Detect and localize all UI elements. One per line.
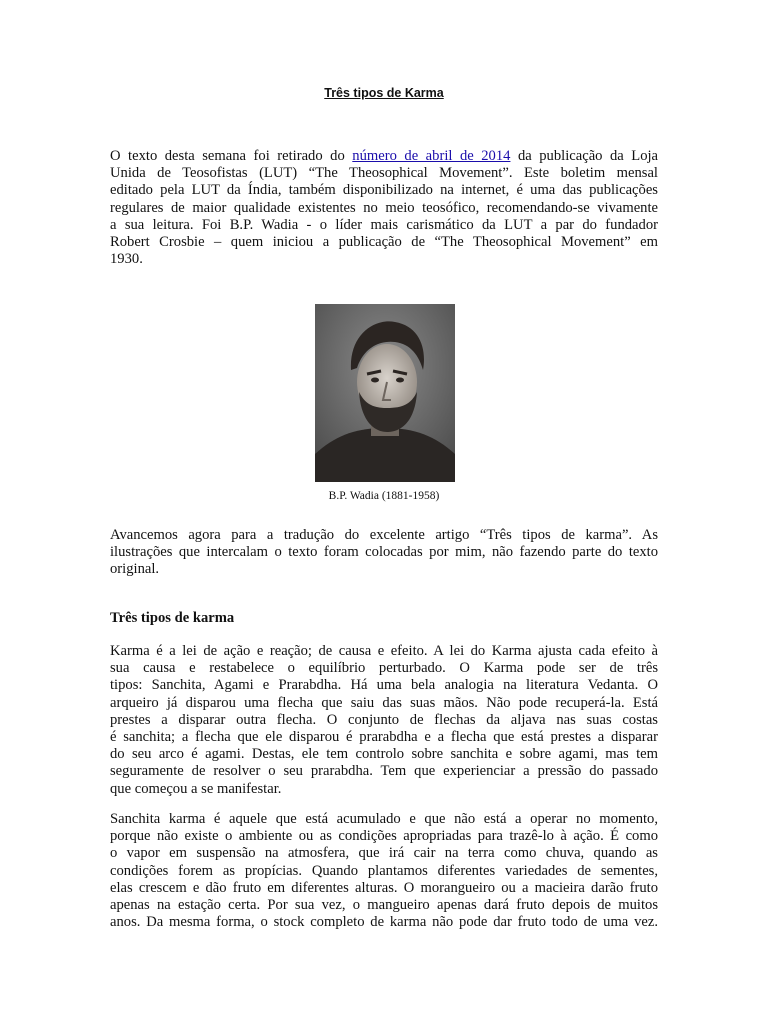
body-paragraph-1: [110, 643, 658, 798]
photo-caption: B.P. Wadia (1881-1958): [328, 490, 440, 502]
body2-line: apenas na estação certa. Por sua vez, o mangueiro apenas dará fruto depois de muitos: [110, 897, 658, 914]
intro-line: regulares de maior qualidade existentes no meio teosófico, recomendando-se vivamente: [110, 199, 658, 216]
body2-line: condições forem as propícias. Quando plantamos diferentes variedades de sementes,: [110, 862, 658, 879]
body2-line: o vapor em suspensão na atmosfera, que irá cair na terra como chuva, quando as: [110, 845, 658, 862]
intro-line: a sua leitura. Foi B.P. Wadia - o líder mais carismático da LUT a par do fundador: [110, 216, 658, 233]
section-heading: Três tipos de karma: [110, 610, 235, 626]
note-line: Avancemos agora para a tradução do excelente artigo “Três tipos de karma”. As: [110, 527, 658, 543]
note-line: original.: [110, 561, 160, 578]
intro-text-pre: O texto desta semana foi retirado do: [110, 148, 345, 164]
intro-line: 1930.: [110, 251, 143, 268]
body1-line: seguramente de resolver o seu prarabdha. Tem que experienciar a pressão do passado: [110, 763, 658, 780]
body2-line: anos. Da mesma forma, o stock completo de karma não pode dar fruto todo de uma vez.: [110, 914, 658, 931]
intro-line: Robert Crosbie – quem iniciou a publicação de “The Theosophical Movement” em: [110, 234, 658, 251]
body2-line: Sanchita karma é aquele que está acumulado e que não está a operar no momento,: [110, 811, 658, 827]
april-2014-issue-link[interactable]: número de abril de 2014: [352, 148, 511, 164]
body1-line: é sanchita; a flecha que ele disparou é prarabdha e a flecha que está prestes a disparar: [110, 729, 658, 746]
body1-line: Karma é a lei de ação e reação; de causa e efeito. A lei do Karma ajusta cada efeito à: [110, 643, 658, 659]
body1-line: que começou a se manifestar.: [110, 780, 282, 797]
intro-line: [110, 148, 658, 165]
body1-line: prestes a disparar outra flecha. O conjunto de flechas da aljava nas suas costas: [110, 711, 658, 728]
intro-paragraph: [110, 148, 658, 268]
body2-line: porque não existe o ambiente ou as condições apropriadas para trazê-lo à ação. É como: [110, 828, 658, 845]
intro-line: Unida de Teosofistas (LUT) “The Theosophical Movement”. Este boletim mensal: [110, 165, 658, 182]
translation-note-paragraph: [110, 527, 658, 579]
document-title: Três tipos de Karma: [324, 86, 444, 100]
body1-line: tipos: Sanchita, Agami e Prarabdha. Há uma bela analogia na literatura Vedanta. O: [110, 677, 658, 694]
portrait-photo: [315, 304, 455, 482]
body1-line: do seu arco é agami. Destas, ele tem controlo sobre sanchita e sobre agami, mas tem: [110, 746, 658, 763]
body2-line: elas crescem e dão fruto em diferentes alturas. O morangueiro ou a macieira darão fruto: [110, 879, 658, 896]
body-paragraph-2: [110, 811, 658, 931]
body1-line: arqueiro já disparou uma flecha que saiu das suas mãos. Não pode recuperá-la. Está: [110, 694, 658, 711]
intro-text-post: da publicação da Loja: [517, 148, 659, 164]
body1-line: sua causa e restabelece o equilíbrio perturbado. O Karma pode ser de três: [110, 660, 658, 677]
intro-line: editado pela LUT da Índia, também disponibilizado na internet, é uma das publicações: [110, 182, 658, 199]
note-line: ilustrações que intercalam o texto foram colocadas por mim, não fazendo parte do texto: [110, 544, 658, 561]
